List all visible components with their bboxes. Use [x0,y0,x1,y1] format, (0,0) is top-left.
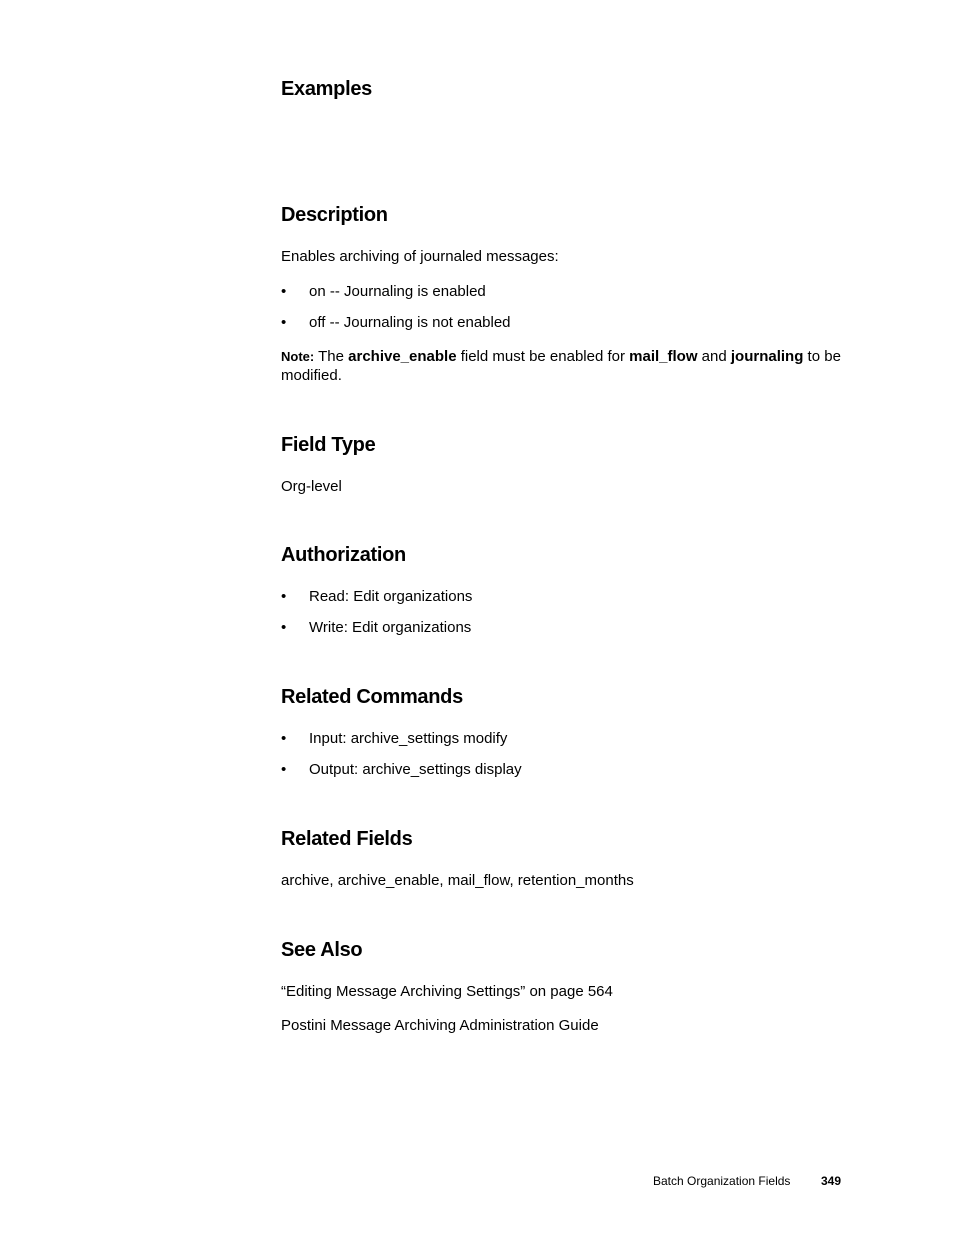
note-field-mail-flow: mail_flow [629,348,698,365]
note-label: Note: [281,349,315,364]
note-field-journaling: journaling [730,348,804,365]
note-text: and [697,348,731,365]
list-item-text: Input: archive_settings modify [309,730,508,747]
list-item-text: off -- Journaling is not enabled [309,314,511,331]
note-text: field must be enabled for [456,348,630,365]
see-also-link[interactable]: “Editing Message Archiving Settings” on page 564 [281,983,613,1000]
related-fields-heading: Related Fields [281,828,413,850]
bullet-icon: • [281,588,287,605]
bullet-icon: • [281,730,287,747]
field-type-value: Org-level [281,478,342,495]
bullet-icon: • [281,761,287,778]
page-footer [653,1174,842,1188]
list-item-text: on -- Journaling is enabled [309,283,486,300]
bullet-icon: • [281,314,287,331]
field-type-heading: Field Type [281,434,376,456]
related-fields-value: archive, archive_enable, mail_flow, retention_months [281,872,634,889]
description-intro: Enables archiving of journaled messages: [281,248,559,265]
footer-title: Batch Organization Fields [653,1174,791,1188]
see-also-heading: See Also [281,939,363,961]
bullet-icon: • [281,283,287,300]
list-item-text: Write: Edit organizations [309,619,472,636]
list-item-text: Read: Edit organizations [309,588,473,605]
authorization-heading: Authorization [281,544,406,566]
bullet-icon: • [281,619,287,636]
list-item-text: Output: archive_settings display [309,761,522,778]
note-text: The [314,348,349,365]
examples-heading: Examples [281,78,372,100]
related-commands-heading: Related Commands [281,686,463,708]
note-field-archive-enable: archive_enable [348,348,457,365]
description-note [281,347,846,385]
note-text: to be modified. [281,348,841,384]
description-heading: Description [281,204,388,226]
page-number: 349 [821,1174,842,1188]
see-also-guide: Postini Message Archiving Administration Guide [281,1017,599,1034]
